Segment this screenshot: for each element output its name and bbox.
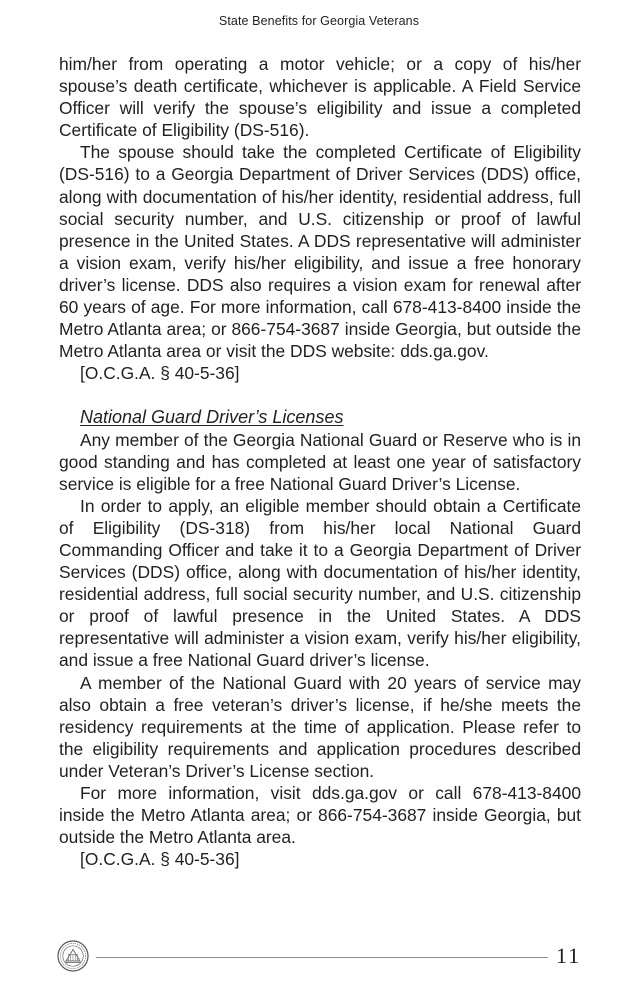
citation: [O.C.G.A. § 40-5-36] [80, 363, 240, 384]
page-body [59, 53, 581, 870]
paragraph-continued: him/her from operating a motor vehicle; or a copy of his/her spouse’s death certificate, whichever is applicable. A Field Service Officer will verify the spouse’s eligibility and issue a completed Certificate of Eligibility (DS-516). [59, 54, 581, 141]
section-heading: National Guard Driver’s Licenses [80, 407, 344, 428]
citation: [O.C.G.A. § 40-5-36] [80, 849, 240, 870]
georgia-state-seal-icon [57, 940, 89, 972]
paragraph-twenty-years: A member of the National Guard with 20 years of service may also obtain a free veteran’s driver’s license, if he/she meets the residency requirements at the time of application. Please refer to the eligibility requirements and application procedures described under Veteran’s Driver’s License section. [59, 672, 581, 781]
paragraph-dds-honorary-license: The spouse should take the completed Certificate of Eligibility (DS-516) to a Georgia Department of Driver Services (DDS) office, along with documentation of his/her identity, residential address, full social security number, and U.S. citizenship or proof of lawful presence in the United States. A DDS representative will administer a vision exam, verify his/her eligibility, and issue a free honorary driver’s license. DDS also requires a vision exam for renewal after 60 years of age. For more information, call 678-413-8400 inside the Metro Atlanta area; or 866-754-3687 inside Georgia, but outside the Metro Atlanta area or visit the DDS website: dds.ga.gov. [59, 142, 581, 362]
running-header: State Benefits for Georgia Veterans [218, 14, 420, 28]
footer-divider [96, 957, 548, 958]
paragraph-more-info: For more information, visit dds.ga.gov or call 678-413-8400 inside the Metro Atlanta area; or 866-754-3687 inside Georgia, but outside the Metro Atlanta area. [59, 783, 581, 848]
page-number: 11 [556, 943, 582, 968]
paragraph-eligibility: Any member of the Georgia National Guard or Reserve who is in good standing and has completed at least one year of satisfactory service is eligible for a free National Guard Driver’s License. [59, 429, 581, 494]
paragraph-application: In order to apply, an eligible member should obtain a Certificate of Eligibility (DS-318) from his/her local National Guard Commanding Officer and take it to a Georgia Department of Driver Services (DDS) office, along with documentation of his/her identity, residential address, full social security number, and U.S. citizenship or proof of lawful presence in the United States. A DDS representative will administer a vision exam, verify his/her eligibility, and issue a free National Guard driver’s license. [59, 495, 581, 671]
